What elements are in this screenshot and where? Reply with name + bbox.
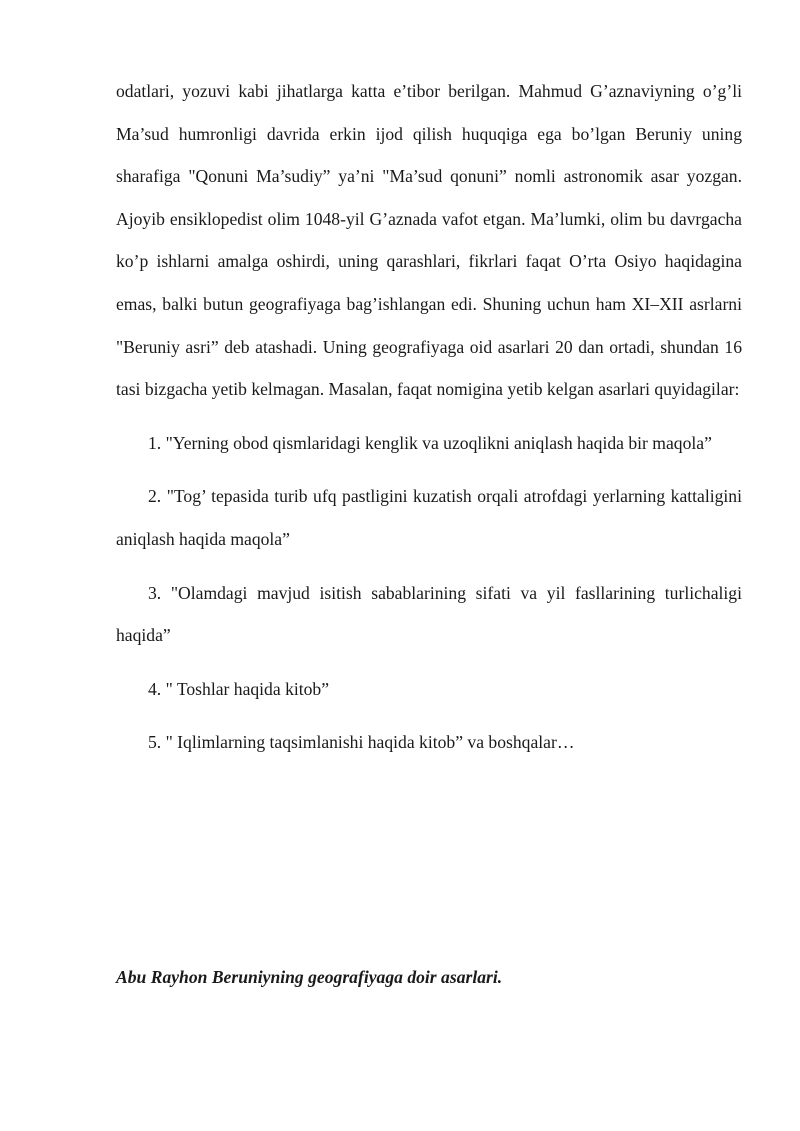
list-item-4: 4. " Toshlar haqida kitob” bbox=[148, 678, 330, 699]
list-item-3: 3. "Olamdagi mavjud isitish sabablarining sifati va yil fasllarining turlichaligi haqida” bbox=[116, 582, 742, 646]
document-body bbox=[116, 70, 742, 764]
list-item-1: 1. "Yerning obod qismlaridagi kenglik va uzoqlikni aniqlash haqida bir maqola” bbox=[148, 432, 712, 453]
body-paragraph: odatlari, yozuvi kabi jihatlarga katta e’tibor berilgan. Mahmud G’aznaviyning o’g’li Ma’sud humronligi davrida erkin ijod qilish huquqiga ega bo’lgan Beruniy uning sharafiga "Qonuni Ma’sudiy” ya’ni "Ma’sud qonuni” nomli astronomik asar yozgan. Ajoyib ensiklopedist olim 1048-yil G’aznada vafot etgan. Ma’lumki, olim bu davrgacha ko’p ishlarni amalga oshirdi, uning qarashlari, fikrlari faqat O’rta Osiyo haqidagina emas, balki butun geografiyaga bag’ishlangan edi. Shuning uchun ham XI–XII asrlarni "Beruniy asri” deb atashadi. Uning geografiyaga oid asarlari 20 dan ortadi, shundan 16 tasi bizgacha yetib kelmagan. Masalan, faqat nomigina yetib kelgan asarlari quyidagilar: bbox=[116, 81, 742, 400]
section-heading: Abu Rayhon Beruniyning geografiyaga doir asarlari. bbox=[116, 967, 503, 987]
list-item-2: 2. "Tog’ tepasida turib ufq pastligini kuzatish orqali atrofdagi yerlarning kattaligini aniqlash haqida maqola” bbox=[116, 486, 742, 549]
list-item-5: 5. " Iqlimlarning taqsimlanishi haqida kitob” va boshqalar… bbox=[148, 732, 575, 753]
